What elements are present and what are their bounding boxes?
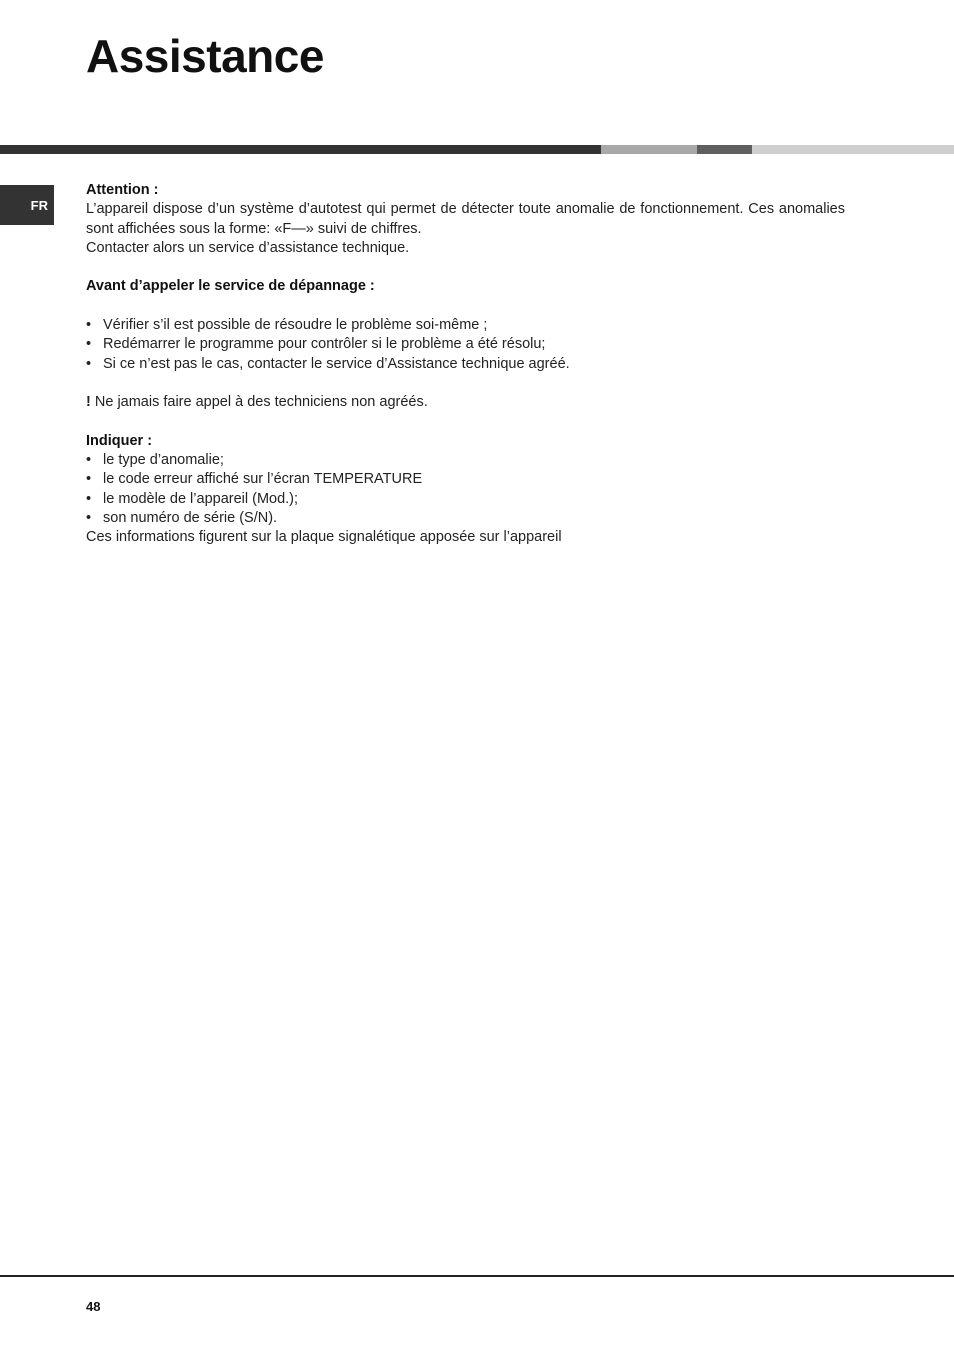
spacer	[86, 297, 845, 316]
main-content	[86, 181, 845, 548]
attention-heading: Attention :	[86, 182, 159, 198]
header-bar-segment-pale	[752, 145, 954, 154]
header-bar-segment-mid	[697, 145, 752, 154]
footer-divider	[0, 1275, 954, 1277]
spacer	[86, 374, 845, 393]
warning-note	[86, 393, 845, 412]
attention-contact: Contacter alors un service d’assistance technique.	[86, 239, 410, 256]
header-bar-segment-light	[601, 145, 697, 154]
language-tab	[0, 185, 54, 225]
list-item: • Vérifier s’il est possible de résoudre le problème soi-même ;	[86, 316, 845, 335]
before-calling-list	[86, 316, 845, 374]
list-item: • son numéro de série (S/N).	[86, 509, 845, 528]
language-tab-label: FR	[30, 197, 48, 213]
warning-text: Ne jamais faire appel à des techniciens non agréés.	[94, 394, 428, 411]
page-number: 48	[86, 1299, 101, 1314]
attention-text: L’appareil dispose d’un système d’autotest qui permet de détecter toute anomalie de fonctionnement. Ces anomalies sont affichées sous la forme: «F—» suivi de chiffres.	[86, 201, 845, 237]
list-item: • le code erreur affiché sur l’écran TEMPERATURE	[86, 470, 845, 489]
warning-mark: !	[86, 394, 91, 411]
before-calling-heading: Avant d’appeler le service de dépannage :	[86, 278, 375, 295]
attention-section	[86, 181, 845, 258]
indicate-section	[86, 432, 845, 548]
header-color-bar	[0, 145, 954, 154]
before-calling-section	[86, 277, 845, 373]
list-item: • Redémarrer le programme pour contrôler si le problème a été résolu;	[86, 335, 845, 354]
header-bar-segment-dark	[0, 145, 601, 154]
list-item: • le modèle de l’appareil (Mod.);	[86, 490, 845, 509]
indicate-list	[86, 451, 845, 528]
spacer	[86, 413, 845, 432]
list-item: • le type d’anomalie;	[86, 451, 845, 470]
indicate-heading: Indiquer :	[86, 432, 153, 449]
indicate-note: Ces informations figurent sur la plaque signalétique apposée sur l’appareil	[86, 529, 562, 546]
page-title: Assistance	[86, 30, 324, 82]
spacer	[86, 258, 845, 277]
list-item: • Si ce n’est pas le cas, contacter le service d’Assistance technique agréé.	[86, 355, 845, 374]
